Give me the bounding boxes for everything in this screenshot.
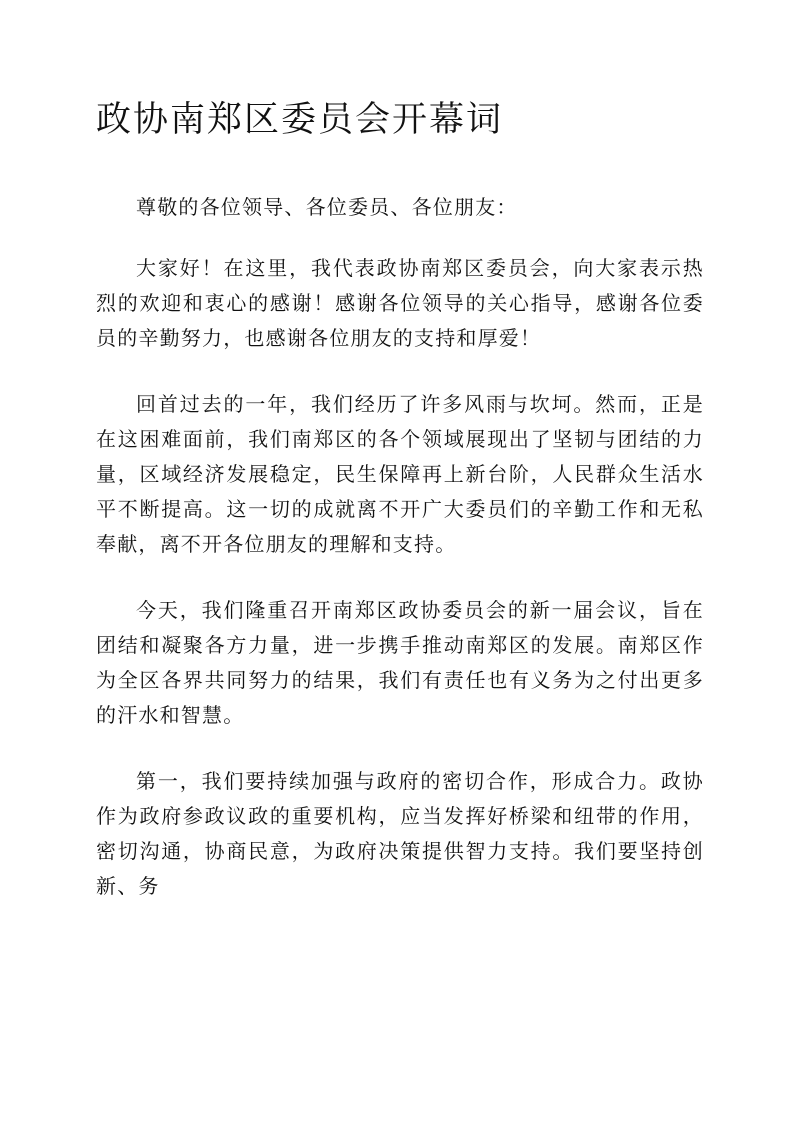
document-title: 政协南郑区委员会开幕词 xyxy=(96,100,504,140)
paragraph-review: 回首过去的一年，我们经历了许多风雨与坎坷。然而，正是在这困难面前，我们南郑区的各个领域展现出了坚韧与团结的力量，区域经济发展稳定，民生保障再上新台阶，人民群众生活水平不断提高。这一切的成就离不开广大委员们的辛勤工作和无私奉献，离不开各位朋友的理解和支持。 xyxy=(96,392,704,556)
paragraph-greeting: 大家好！在这里，我代表政协南郑区委员会，向大家表示热烈的欢迎和衷心的感谢！感谢各位领导的关心指导，感谢各位委员的辛勤努力，也感谢各位朋友的支持和厚爱！ xyxy=(96,256,704,350)
salutation: 尊敬的各位领导、各位委员、各位朋友： xyxy=(136,195,518,219)
paragraph-first-point: 第一，我们要持续加强与政府的密切合作，形成合力。政协作为政府参政议政的重要机构，应当发挥好桥梁和纽带的作用，密切沟通，协商民意，为政府决策提供智力支持。我们要坚持创新、务 xyxy=(96,769,704,898)
paragraph-purpose: 今天，我们隆重召开南郑区政协委员会的新一届会议，旨在团结和凝聚各方力量，进一步携手推动南郑区的发展。南郑区作为全区各界共同努力的结果，我们有责任也有义务为之付出更多的汗水和智慧。 xyxy=(96,598,704,727)
document-body xyxy=(96,190,704,935)
